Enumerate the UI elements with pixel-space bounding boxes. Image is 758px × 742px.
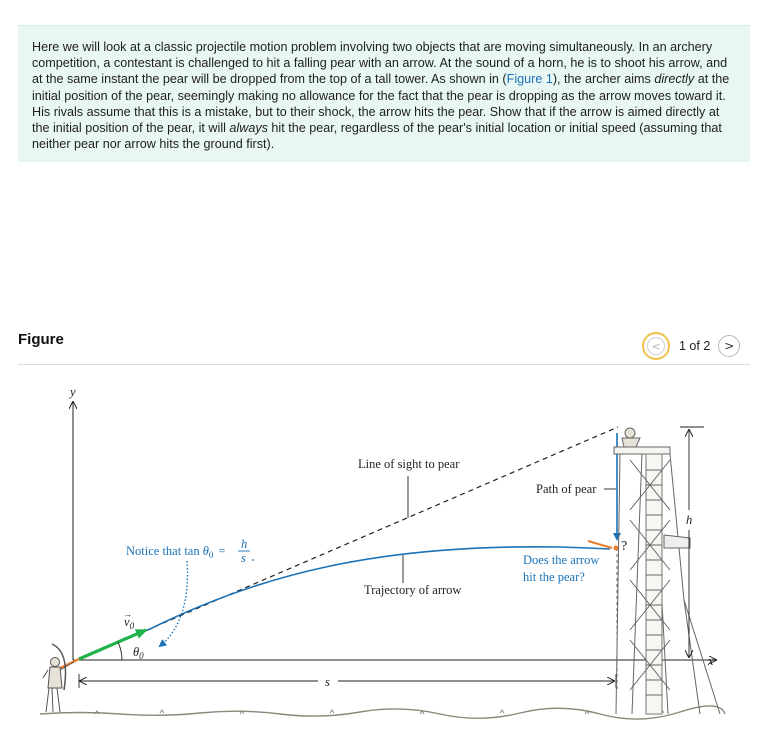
- fraction-numerator: h: [241, 537, 248, 551]
- s-label: s: [325, 675, 330, 689]
- problem-text-part: hit the pear, regardless of the pear's initial location or initial speed (assuming that neither pear nor arrow hits the ground first).: [32, 121, 722, 152]
- notice-sub: 0: [208, 550, 214, 560]
- line-of-sight-label: Line of sight to pear: [358, 457, 460, 471]
- arrow-shaft-orange: [58, 659, 79, 669]
- trajectory-label: Trajectory of arrow: [364, 583, 462, 597]
- chevron-left-icon: <: [647, 337, 665, 355]
- emphasis-directly: directly: [654, 72, 695, 87]
- notice-theta: θ: [202, 544, 209, 558]
- figure-heading: Figure: [18, 331, 64, 348]
- ground-line: [40, 706, 725, 719]
- fraction-denominator: s: [241, 551, 246, 565]
- arrow-at-pear: [588, 541, 612, 548]
- emphasis-always: always: [229, 121, 268, 136]
- v0-vector-arrow: →: [123, 609, 132, 619]
- y-axis-label: y: [70, 385, 76, 399]
- notice-label: [126, 544, 225, 560]
- does-arrow-label-line-1: Does the arrow: [523, 553, 600, 567]
- chevron-right-icon: >: [724, 339, 735, 353]
- archer-figure: [43, 644, 74, 712]
- angle-label: [133, 645, 144, 661]
- h-label: h: [686, 513, 693, 527]
- tower-figure: [614, 428, 720, 714]
- angle-theta: θ: [133, 645, 140, 659]
- does-arrow-label-line-2: hit the pear?: [523, 570, 585, 584]
- v0-sub: 0: [129, 621, 135, 631]
- ground-grass: [95, 710, 664, 714]
- fraction-period: [252, 559, 254, 561]
- pear-marker: [614, 546, 619, 551]
- problem-text-part: ), the archer aims: [552, 72, 655, 87]
- notice-prefix: Notice that tan: [126, 544, 200, 558]
- notice-equals: =: [218, 544, 226, 558]
- angle-sub: 0: [139, 651, 144, 661]
- pear-path-label: Path of pear: [536, 482, 597, 496]
- notice-dotted-arrow: [160, 561, 188, 646]
- problem-text-part: Here we will look at a classic projectile motion problem involving two objects that are moving simultaneously. In an archery competition, a contestant is challenged to hit a falling pear with an arrow. At the sound of a horn, he is to shoot his arrow, and at the same instant the pear will be dropped from the top of a tall tower. As shown in (: [32, 40, 728, 87]
- x-axis-label: x: [708, 654, 714, 668]
- figure-1-link[interactable]: Figure 1: [506, 72, 553, 87]
- question-mark: ?: [621, 539, 628, 554]
- figure-page-label: 1 of 2: [679, 339, 711, 353]
- problem-text-part: at the initial position of the pear, seemingly making no allowance for the fact that the pear is dropping as the arrow moves toward it. His rivals assume that this is a mistake, but to their shock, the arrow hits the pear. Show that if the arrow is aimed directly at the initial position of the pear, it will: [32, 72, 730, 136]
- angle-arc: [118, 642, 122, 660]
- v0-symbol: v: [124, 615, 130, 629]
